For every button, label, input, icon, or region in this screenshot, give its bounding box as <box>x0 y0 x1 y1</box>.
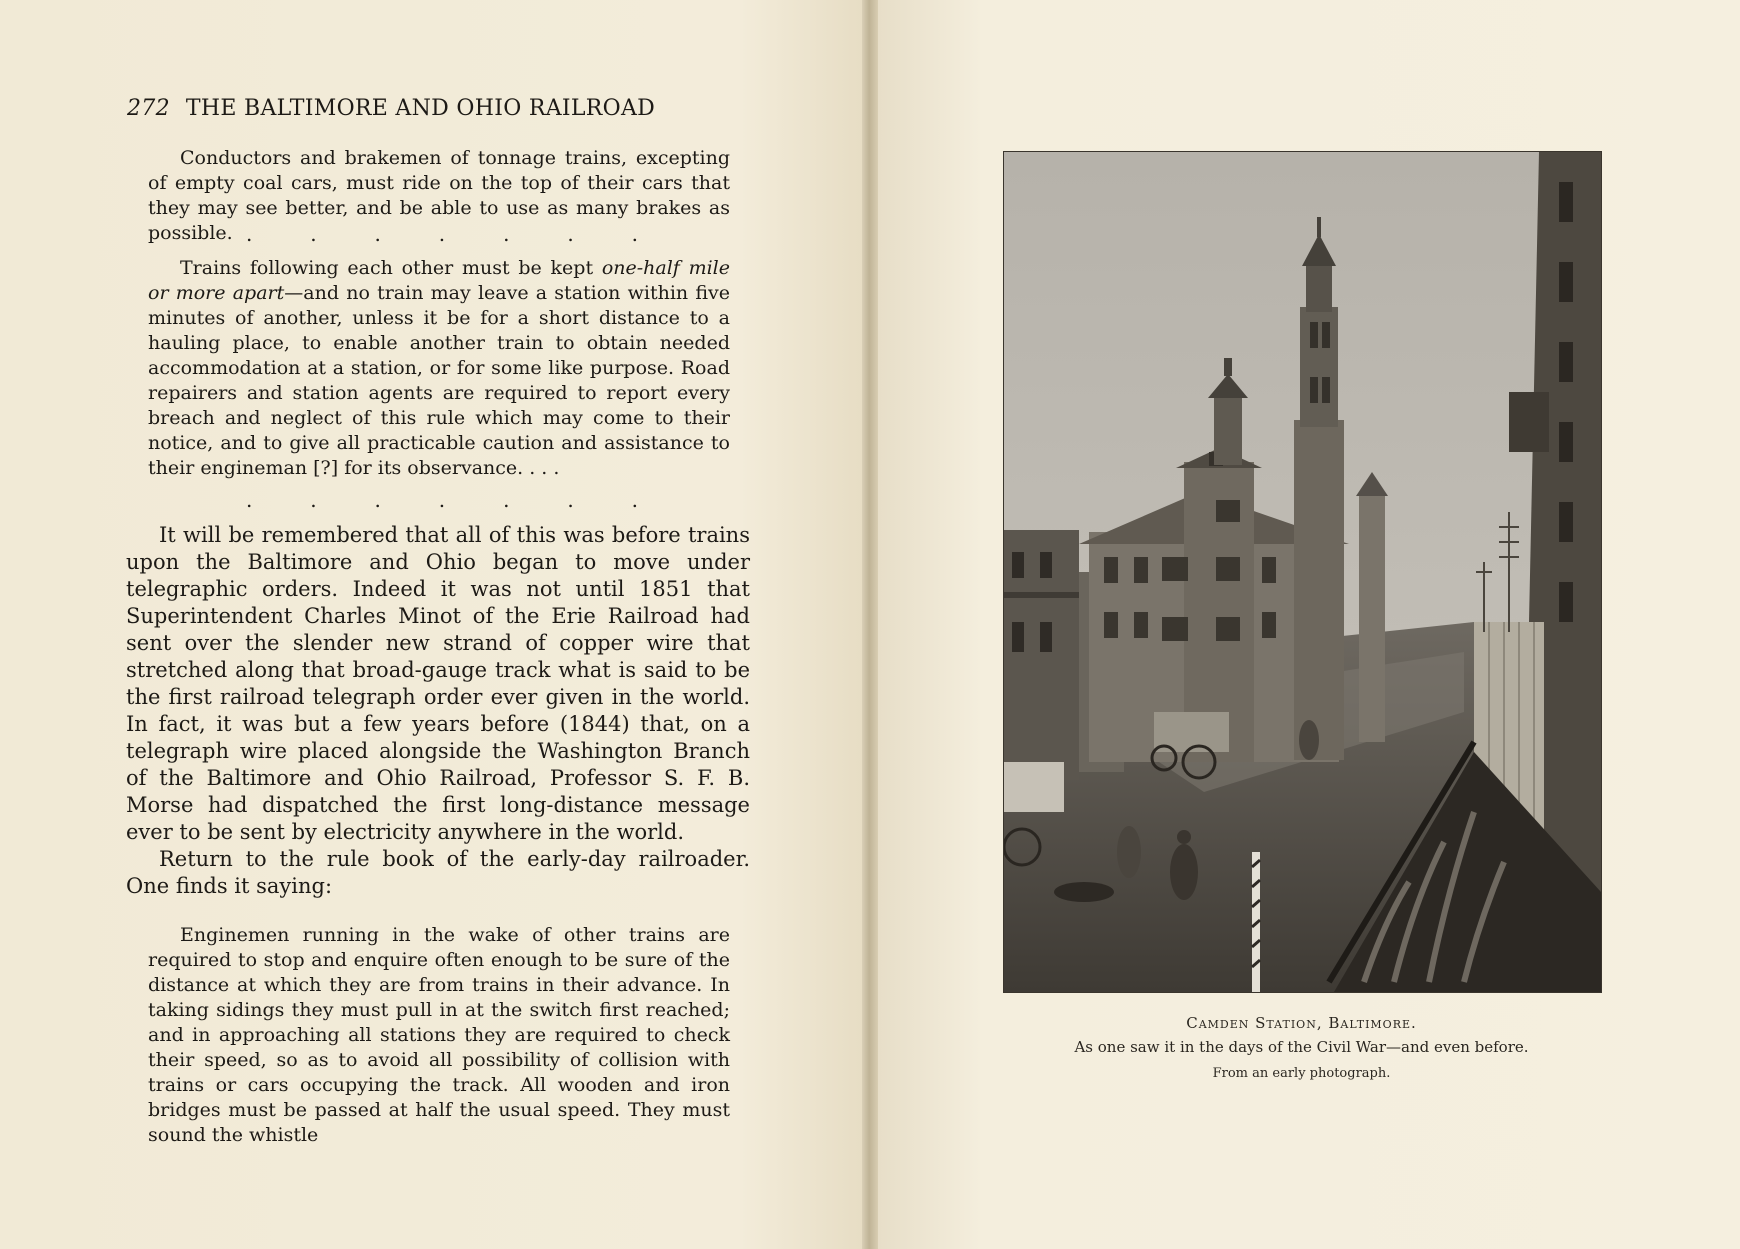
photo-illustration <box>1004 152 1601 992</box>
caption-credit: From an early photograph. <box>1212 1066 1391 1081</box>
quote-emphasis: one-half mile or more apart <box>148 257 730 304</box>
body-paragraph: It will be remembered that all of this was before trains upon the Baltimore and Ohio began to move under telegraphic orders. Indeed it was not until 1851 that Superintendent Charles Minot of the Erie Railroad had sent over the slender new strand of copper wire that stretched along that broad-gauge track what is said to be the first railroad telegraph order ever given in the world. In fact, it was but a few years before (1844) that, on a telegraph wire placed alongside the Washington Branch of the Baltimore and Ohio Railroad, Professor S. F. B. Morse had dispatched the first long-distance message ever to be sent by electricity anywhere in the world. <box>126 523 750 844</box>
block-quote-3 <box>148 923 730 1148</box>
ellipsis-row-1: . . . . . . . <box>246 222 638 246</box>
block-quote-2 <box>148 256 730 481</box>
quote-paragraph <box>148 256 730 481</box>
quote-text: —and no train may leave a station within five minutes of another, unless it be for a short distance to a hauling place, to enable another train to obtain needed accommodation at a station, or for some like purpose. Road repairers and station agents are required to report every breach and neglect of this rule which may come to their notice, and to give all practicable caution and assistance to their engineman [?] for its observance. . . . <box>148 282 731 479</box>
ellipsis-row-2: . . . . . . . <box>246 488 638 512</box>
running-head <box>127 96 747 121</box>
body-text <box>126 522 750 900</box>
running-title: THE BALTIMORE AND OHIO RAILROAD <box>185 96 656 121</box>
camden-station-photograph <box>1003 151 1602 993</box>
body-paragraph: Return to the rule book of the early-day railroader. One finds it saying: <box>126 847 750 898</box>
caption-title: Camden Station, Baltimore. <box>1186 1014 1417 1032</box>
caption-description: As one saw it in the days of the Civil War—and even before. <box>1074 1038 1529 1056</box>
quote-paragraph: Enginemen running in the wake of other trains are required to stop and enquire often enough to be sure of the distance at which they are from trains in their advance. In taking sidings they must pull in at the switch first reached; and in approaching all stations they are required to check their speed, so as to avoid all possibility of collision with trains or cars occupying the track. All wooden and iron bridges must be passed at half the usual speed. They must sound the whistle <box>148 924 730 1146</box>
page-number: 272 <box>127 96 170 121</box>
quote-text: Trains following each other must be kept <box>180 257 602 279</box>
quote-paragraph: Conductors and brakemen of tonnage trains, excepting of empty coal cars, must ride on the top of their cars that they may see better, and be able to use as many brakes as possible. <box>148 147 730 244</box>
book-gutter <box>862 0 878 1249</box>
